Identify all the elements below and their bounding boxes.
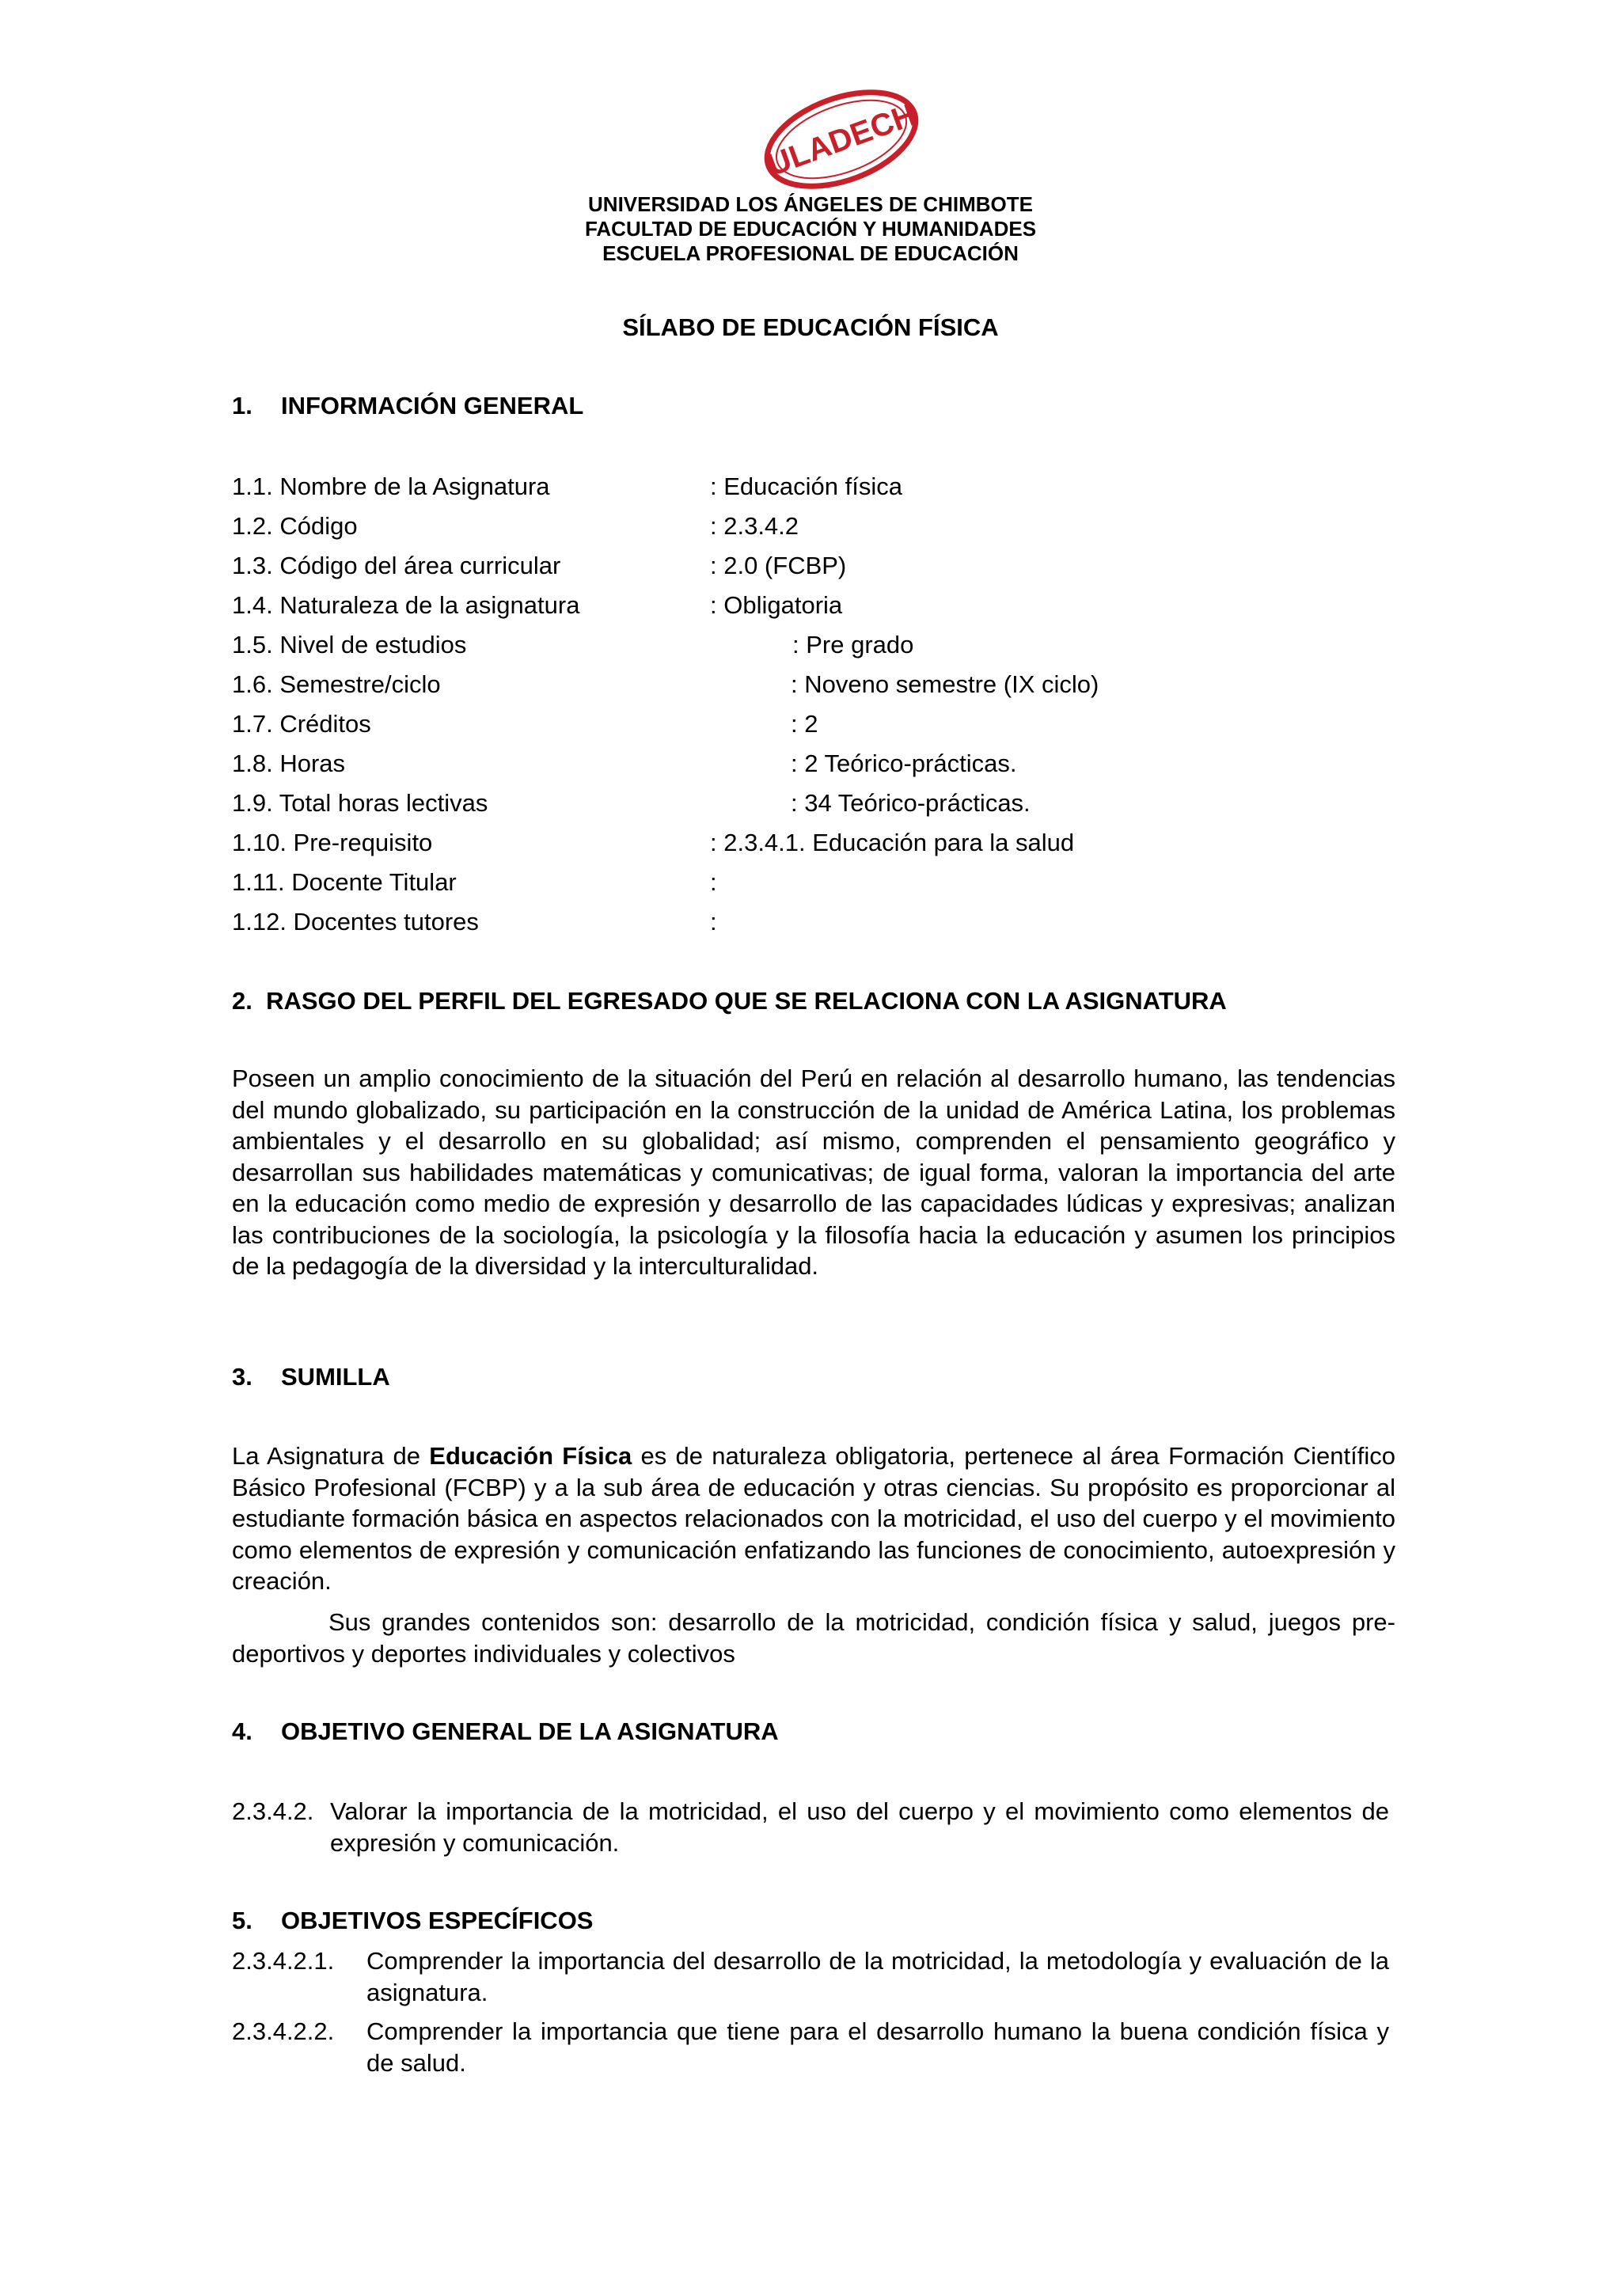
faculty-name: FACULTAD DE EDUCACIÓN Y HUMANIDADES	[584, 217, 1037, 241]
info-value: : 34 Teórico-prácticas.	[791, 789, 1031, 817]
info-value: : Obligatoria	[710, 591, 843, 619]
profile-paragraph: Poseen un amplio conocimiento de la situación del Perú en relación al desarrollo humano, las tendencias del mundo globalizado, su participación en la construcción de la unidad de América Latina, los problemas ambientales y el desarrollo en su globalidad; así mismo, comprenden el pensamiento geográfico y desarrollan sus habilidades matemáticas y comunicativas; de igual forma, valoran la importancia del arte en la educación como medio de expresión y desarrollo de las capacidades lúdicas y expresivas; analizan las contribuciones de la sociología, la psicología y la filosofía hacia la educación y asumen los principios de la pedagogía de la diversidad y la interculturalidad.	[232, 1065, 1395, 1280]
section-title: OBJETIVO GENERAL DE LA ASIGNATURA	[281, 1717, 779, 1745]
section-number: 2.	[232, 987, 252, 1015]
section-number: 4.	[232, 1717, 252, 1745]
info-value: : 2.3.4.1. Educación para la salud	[710, 829, 1075, 856]
sumilla-paragraph	[232, 1440, 1395, 1597]
info-value: : Noveno semestre (IX ciclo)	[791, 670, 1099, 698]
general-objective	[232, 1796, 1389, 1858]
info-value: : 2	[791, 710, 818, 738]
section-number: 3.	[232, 1363, 252, 1391]
info-label: 1.2. Código	[232, 512, 358, 540]
info-value: : Pre grado	[792, 631, 914, 658]
objective-text: Valorar la importancia de la motricidad, el uso del cuerpo y el movimiento como elementos de expresión y comunicación.	[330, 1797, 1389, 1857]
info-label: 1.7. Créditos	[232, 710, 371, 738]
section-number: 1.	[232, 392, 252, 419]
objective-code: 2.3.4.2.1.	[232, 1947, 335, 1975]
info-value: : 2.3.4.2	[710, 512, 799, 540]
sumilla-body: es de naturaleza obligatoria, pertenece al área Formación Científico Básico Profesional (FCBP) y a la sub área de educación y otras ciencias. Su propósito es proporcionar al estudiante formación básica en aspectos relacionados con la motricidad, el uso del cuerpo y el movimiento como elementos de expresión y comunicación enfatizando las funciones de conocimiento, autoexpresión y creación.	[232, 1442, 1395, 1595]
section-title: SUMILLA	[281, 1363, 390, 1391]
objective-text: Comprender la importancia que tiene para el desarrollo humano la buena condición física y de salud.	[366, 2017, 1389, 2077]
objective-code: 2.3.4.2.2.	[232, 2017, 335, 2045]
section-number: 5.	[232, 1907, 252, 1934]
info-label: 1.8. Horas	[232, 750, 346, 777]
info-label: 1.6. Semestre/ciclo	[232, 670, 441, 698]
section-title: INFORMACIÓN GENERAL	[281, 392, 584, 419]
objective-code: 2.3.4.2.	[232, 1797, 314, 1825]
info-label: 1.10. Pre-requisito	[232, 829, 433, 856]
section-title: OBJETIVOS ESPECÍFICOS	[281, 1907, 594, 1934]
section-5-heading	[232, 1907, 593, 1935]
info-value: : Educación física	[710, 472, 902, 500]
document-title: SÍLABO DE EDUCACIÓN FÍSICA	[622, 313, 999, 341]
section-1-heading	[232, 392, 583, 420]
info-label: 1.12. Docentes tutores	[232, 908, 479, 935]
section-3-heading	[232, 1363, 390, 1391]
info-label: 1.3. Código del área curricular	[232, 552, 561, 579]
info-label: 1.11. Docente Titular	[232, 868, 457, 896]
university-name: UNIVERSIDAD LOS ÁNGELES DE CHIMBOTE	[588, 192, 1033, 216]
section-2-heading	[232, 987, 1227, 1015]
sumilla-intro: La Asignatura de	[232, 1442, 430, 1470]
info-value: : 2.0 (FCBP)	[710, 552, 847, 579]
info-value: :	[710, 868, 717, 896]
specific-objective	[232, 2016, 1389, 2078]
info-label: 1.1. Nombre de la Asignatura	[232, 472, 550, 500]
info-value: : 2 Teórico-prácticas.	[791, 750, 1017, 777]
info-label: 1.9. Total horas lectivas	[232, 789, 488, 817]
contents-paragraph: Sus grandes contenidos son: desarrollo de la motricidad, condición física y salud, juegos pre-deportivos y deportes individuales y colectivos	[232, 1608, 1395, 1668]
info-label: 1.4. Naturaleza de la asignatura	[232, 591, 580, 619]
uladech-logo	[758, 84, 924, 195]
logo-text: ULADECH	[762, 97, 921, 184]
section-4-heading	[232, 1717, 779, 1746]
info-label: 1.5. Nivel de estudios	[232, 631, 467, 658]
section-title: RASGO DEL PERFIL DEL EGRESADO QUE SE RELACIONA CON LA ASIGNATURA	[266, 987, 1227, 1015]
objective-text: Comprender la importancia del desarrollo de la motricidad, la metodología y evaluación de la asignatura.	[366, 1947, 1389, 2006]
course-name-bold: Educación Física	[429, 1442, 632, 1470]
school-name: ESCUELA PROFESIONAL DE EDUCACIÓN	[602, 241, 1019, 265]
info-value: :	[710, 908, 717, 935]
specific-objective	[232, 1945, 1389, 2008]
